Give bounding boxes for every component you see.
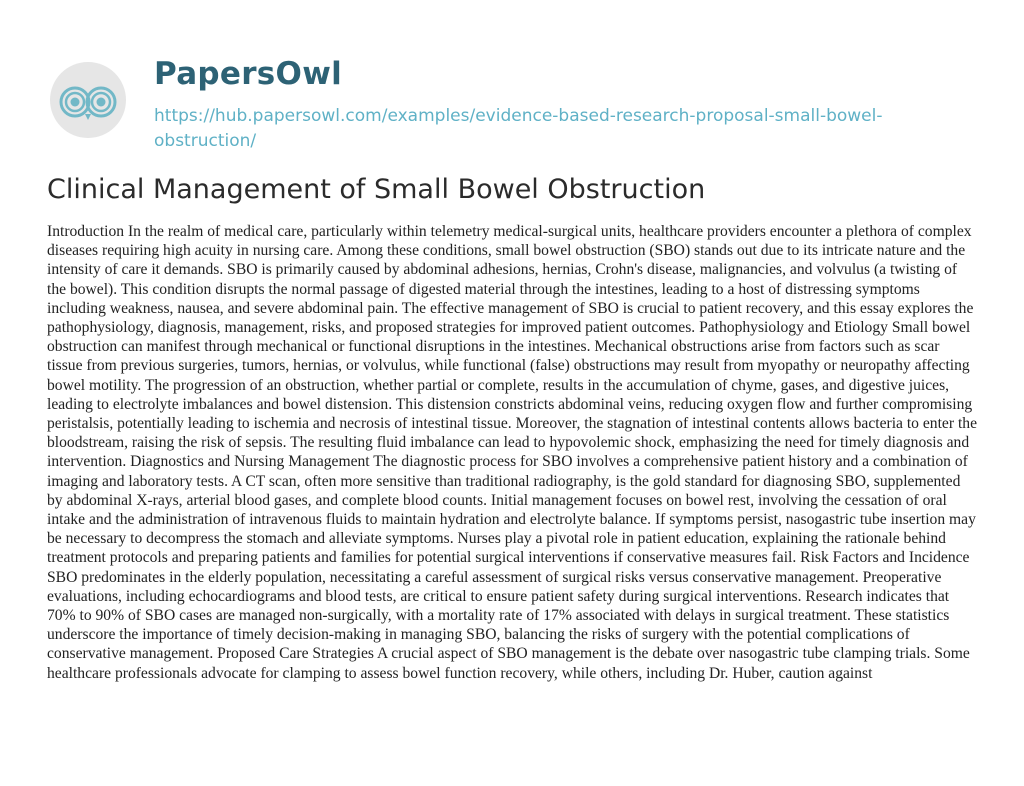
source-url-line-2: obstruction/ bbox=[154, 131, 257, 151]
document-body: Introduction In the realm of medical care, particularly within telemetry medical-surgical units, healthcare providers encounter a plethora of complex diseases requiring high acuity in nursing care. Among these conditions, small bowel obstruction (SBO) stands out due to its intricate nature and the intensity of care it demands. SBO is primarily caused by abdominal adhesions, hernias, Crohn's disease, malignancies, and volvulus (a twisting of the bowel). This condition disrupts the normal passage of digested material through the intestines, leading to a host of distressing symptoms including weakness, nausea, and severe abdominal pain. The effective management of SBO is crucial to patient recovery, and this essay explores the pathophysiology, diagnosis, management, risks, and proposed strategies for improved patient outcomes. Pathophysiology and Etiology Small bowel obstruction can manifest through mechanical or functional disruptions in the intestines. Mechanical obstructions arise from factors such as scar tissue from previous surgeries, tumors, hernias, or volvulus, while functional (false) obstructions may result from myopathy or neuropathy affecting bowel motility. The progression of an obstruction, whether partial or complete, results in the accumulation of chyme, gases, and digestive juices, leading to electrolyte imbalances and bowel distension. This distension constricts abdominal veins, reducing oxygen flow and further compromising peristalsis, potentially leading to ischemia and necrosis of intestinal tissue. Moreover, the stagnation of intestinal contents allows bacteria to enter the bloodstream, raising the risk of sepsis. The resulting fluid imbalance can lead to hypovolemic shock, emphasizing the need for timely diagnosis and intervention. Diagnostics and Nursing Management The diagnostic process for SBO involves a comprehensive patient history and a combination of imaging and laboratory tests. A CT scan, often more sensitive than traditional radiography, is the gold standard for diagnosing SBO, supplemented by abdominal X-rays, arterial blood gases, and complete blood counts. Initial management focuses on bowel rest, involving the cessation of oral intake and the administration of intravenous fluids to maintain hydration and electrolyte balance. If symptoms persist, nasogastric tube insertion may be necessary to decompress the stomach and alleviate symptoms. Nurses play a pivotal role in patient education, explaining the rationale behind treatment protocols and preparing patients and families for potential surgical interventions if conservative measures fail. Risk Factors and Incidence SBO predominates in the elderly population, necessitating a careful assessment of surgical risks versus conservative management. Preoperative evaluations, including echocardiograms and blood tests, are critical to ensure patient safety during surgical interventions. Research indicates that 70% to 90% of SBO cases are managed non-surgically, with a mortality rate of 17% associated with delays in surgical treatment. These statistics underscore the importance of timely decision-making in managing SBO, balancing the risks of surgery with the potential complications of conservative management. Proposed Care Strategies A crucial aspect of SBO management is the debate over nasogastric tube clamping trials. Some healthcare professionals advocate for clamping to assess bowel function recovery, while others, including Dr. Huber, caution against bbox=[47, 223, 977, 682]
document-title: Clinical Management of Small Bowel Obstruction bbox=[47, 174, 706, 205]
source-url-link[interactable] bbox=[154, 104, 914, 154]
source-url-line-1: https://hub.papersowl.com/examples/evidence-based-research-proposal-small-bowel- bbox=[154, 106, 883, 126]
site-header bbox=[48, 40, 988, 150]
brand-name: PapersOwl bbox=[154, 56, 343, 92]
owl-eyes-logo-icon bbox=[48, 60, 128, 140]
